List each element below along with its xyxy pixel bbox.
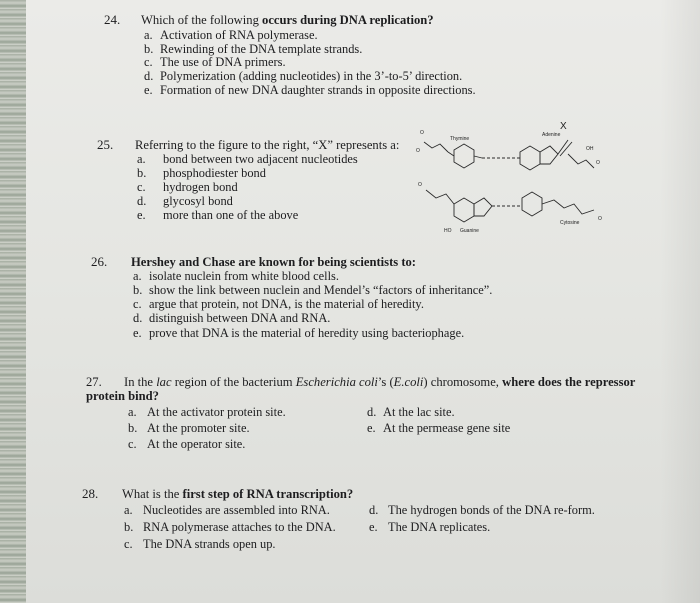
x-label: X xyxy=(560,121,567,132)
q27-stem-part: ’s ( xyxy=(377,375,394,389)
option-letter: e. xyxy=(369,520,378,534)
svg-text:O: O xyxy=(598,216,602,222)
svg-text:O: O xyxy=(416,148,420,154)
option-text: At the operator site. xyxy=(147,437,246,451)
guanine-ring xyxy=(454,198,474,222)
option-letter: c. xyxy=(137,180,146,194)
q27-stem-ecoli: E.coli xyxy=(393,375,424,389)
option-letter: d. xyxy=(133,311,143,325)
q28-option-c[interactable] xyxy=(124,537,276,551)
option-text: glycosyl bond xyxy=(163,194,233,208)
option-text: The DNA replicates. xyxy=(388,520,491,534)
option-text: The hydrogen bonds of the DNA re-form. xyxy=(388,503,595,517)
q27-stem-bold: where does the repressor xyxy=(502,375,636,389)
option-letter: b. xyxy=(124,520,134,534)
top-backbone xyxy=(424,142,448,152)
option-text: distinguish between DNA and RNA. xyxy=(149,311,331,325)
q27-option-e[interactable] xyxy=(367,421,510,435)
q25-option-a[interactable] xyxy=(137,152,358,166)
option-text: The DNA strands open up. xyxy=(143,537,276,551)
thymine-ring xyxy=(454,144,474,168)
q25-option-b[interactable] xyxy=(137,166,266,180)
top-bond xyxy=(448,152,454,156)
q27-stem-part: region of the bacterium xyxy=(171,375,296,389)
q24-stem-text: Which of the following xyxy=(141,13,263,27)
page-shadow xyxy=(660,0,700,603)
svg-text:O: O xyxy=(596,160,600,166)
option-letter: e. xyxy=(137,208,146,222)
q28-stem xyxy=(122,487,353,501)
option-letter: b. xyxy=(133,283,143,297)
q24-option-b[interactable] xyxy=(144,42,362,56)
q26-option-e[interactable] xyxy=(133,326,464,340)
q28-stem-bold: first step of RNA transcription? xyxy=(182,487,354,501)
svg-text:OH: OH xyxy=(586,146,594,152)
q27-stem-species: Escherichia coli xyxy=(295,375,378,389)
dna-base-pair-figure xyxy=(410,120,615,240)
q24-number: 24. xyxy=(104,12,121,27)
option-text: Formation of new DNA daughter strands in opposite directions. xyxy=(160,83,476,97)
option-letter: a. xyxy=(128,405,137,419)
q27-stem-part: ) chromosome, xyxy=(423,375,503,389)
option-text: Nucleotides are assembled into RNA. xyxy=(143,503,330,517)
cytosine-label: Cytosine xyxy=(560,220,580,226)
cytosine-ring xyxy=(522,192,542,216)
q27-option-b[interactable] xyxy=(128,421,250,435)
option-letter: e. xyxy=(144,83,153,97)
option-text: hydrogen bond xyxy=(163,180,238,194)
option-text: more than one of the above xyxy=(163,208,299,222)
option-text: RNA polymerase attaches to the DNA. xyxy=(143,520,336,534)
q24-option-c[interactable] xyxy=(144,55,286,69)
q28-option-a[interactable] xyxy=(124,503,330,517)
option-text: Polymerization (adding nucleotides) in the 3’-to-5’ direction. xyxy=(160,69,463,83)
q24-option-e[interactable] xyxy=(144,83,476,97)
q27-option-a[interactable] xyxy=(128,405,286,419)
option-letter: b. xyxy=(144,42,154,56)
option-text: phosphodiester bond xyxy=(163,166,266,180)
option-letter: c. xyxy=(128,437,137,451)
q25-option-e[interactable] xyxy=(137,208,298,222)
option-text: prove that DNA is the material of heredity using bacteriophage. xyxy=(149,326,465,340)
option-letter: d. xyxy=(137,194,147,208)
option-letter: a. xyxy=(137,152,146,166)
q27-stem-line2: protein bind? xyxy=(86,389,159,403)
option-text: show the link between nuclein and Mendel’s “factors of inheritance”. xyxy=(149,283,493,297)
q28-number: 28. xyxy=(82,486,99,501)
option-letter: e. xyxy=(367,421,376,435)
q27-stem-part: In the xyxy=(124,375,157,389)
q28-option-b[interactable] xyxy=(124,520,336,534)
option-text: argue that protein, not DNA, is the material of heredity. xyxy=(149,297,424,311)
q27-option-d[interactable] xyxy=(367,405,455,419)
q25-number: 25. xyxy=(97,137,114,152)
option-text: The use of DNA primers. xyxy=(160,55,286,69)
q25-option-d[interactable] xyxy=(137,194,233,208)
option-letter: a. xyxy=(124,503,133,517)
svg-text:HO: HO xyxy=(444,228,452,234)
guanine-ring-2 xyxy=(474,198,492,216)
top-right-backbone xyxy=(568,154,594,168)
q26-option-c[interactable] xyxy=(133,297,424,311)
option-text: At the promoter site. xyxy=(147,421,250,435)
option-letter: b. xyxy=(137,166,147,180)
top-bond xyxy=(474,156,482,158)
guanine-label: Guanine xyxy=(460,228,479,234)
option-letter: a. xyxy=(133,269,142,283)
option-letter: a. xyxy=(144,28,153,42)
adenine-ring xyxy=(520,146,540,170)
q26-stem: Hershey and Chase are known for being scientists to: xyxy=(131,255,417,269)
adenine-label: Adenine xyxy=(542,132,561,138)
option-text: isolate nuclein from white blood cells. xyxy=(149,269,339,283)
q26-option-b[interactable] xyxy=(133,283,492,297)
q28-option-d[interactable] xyxy=(369,503,595,517)
option-letter: d. xyxy=(369,503,379,517)
option-letter: d. xyxy=(144,69,154,83)
bottom-backbone xyxy=(426,190,454,204)
svg-text:O: O xyxy=(418,182,422,188)
thymine-label: Thymine xyxy=(450,136,470,142)
q27-option-c[interactable] xyxy=(128,437,245,451)
bottom-right-backbone xyxy=(542,200,594,214)
option-text: bond between two adjacent nucleotides xyxy=(163,152,358,166)
option-text: At the activator protein site. xyxy=(147,405,286,419)
q25-option-c[interactable] xyxy=(137,180,238,194)
q26-option-d[interactable] xyxy=(133,311,330,325)
option-letter: e. xyxy=(133,326,142,340)
q27-stem-lac: lac xyxy=(156,375,172,389)
option-text: Activation of RNA polymerase. xyxy=(160,28,318,42)
option-text: At the lac site. xyxy=(383,405,455,419)
q24-option-d[interactable] xyxy=(144,69,462,83)
option-letter: c. xyxy=(133,297,142,311)
q28-stem-text: What is the xyxy=(122,487,183,501)
q27-number: 27. xyxy=(86,375,102,389)
adenine-ring-2 xyxy=(540,146,558,164)
option-letter: d. xyxy=(367,405,377,419)
q26-option-a[interactable] xyxy=(133,269,339,283)
q25-stem: Referring to the figure to the right, “X” represents a: xyxy=(135,138,400,152)
notebook-binding-edge xyxy=(0,0,26,603)
q24-stem-bold: occurs during DNA replication? xyxy=(262,13,434,27)
q28-option-e[interactable] xyxy=(369,520,490,534)
svg-text:O: O xyxy=(420,130,424,136)
option-letter: c. xyxy=(144,55,153,69)
q24-stem xyxy=(141,13,434,27)
q27-stem xyxy=(86,375,635,389)
q24-option-a[interactable] xyxy=(144,28,318,42)
option-text: At the permease gene site xyxy=(383,421,511,435)
option-text: Rewinding of the DNA template strands. xyxy=(160,42,363,56)
q26-number: 26. xyxy=(91,254,108,269)
option-letter: b. xyxy=(128,421,138,435)
option-letter: c. xyxy=(124,537,133,551)
